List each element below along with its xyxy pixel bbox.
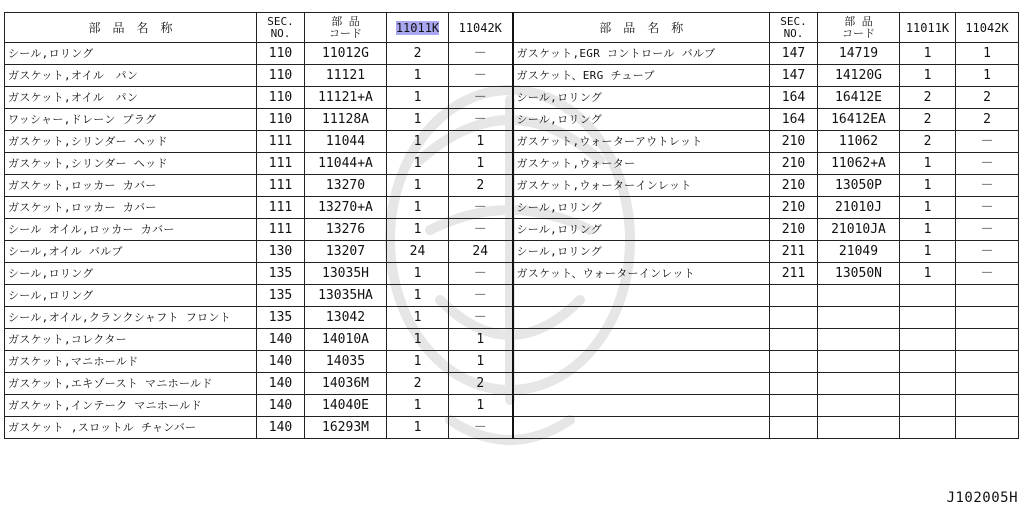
right-name-cell: ガスケット,ウォーターアウトレット: [513, 131, 770, 153]
left-q1-cell: 1: [387, 175, 449, 197]
table-row: [5, 395, 1019, 417]
left-sec-cell: 140: [257, 417, 305, 439]
right-q2-cell: [956, 351, 1019, 373]
right-q1-cell: 1: [900, 65, 956, 87]
left-q2-cell: 2: [449, 175, 513, 197]
header-sec-no-right: SEC. NO.: [770, 13, 818, 43]
left-code-cell: 13035HA: [305, 285, 387, 307]
right-sec-cell: 211: [770, 263, 818, 285]
table-row: [5, 307, 1019, 329]
left-sec-cell: 111: [257, 197, 305, 219]
right-name-cell: ガスケット,ウォーターインレット: [513, 175, 770, 197]
right-q1-cell: 2: [900, 109, 956, 131]
table-row: [5, 329, 1019, 351]
header-model-11042k: 11042K: [449, 13, 513, 43]
right-q1-cell: [900, 417, 956, 439]
left-name-cell: ガスケット,エキゾースト マニホールド: [5, 373, 257, 395]
left-q1-cell: 1: [387, 65, 449, 87]
left-q2-cell: －: [449, 263, 513, 285]
left-code-cell: 11121: [305, 65, 387, 87]
right-q1-cell: 1: [900, 241, 956, 263]
right-sec-cell: [770, 373, 818, 395]
right-q1-cell: 1: [900, 219, 956, 241]
left-name-cell: ワッシャー,ドレーン プラグ: [5, 109, 257, 131]
right-q1-cell: 1: [900, 175, 956, 197]
left-q1-cell: 1: [387, 197, 449, 219]
left-sec-cell: 140: [257, 373, 305, 395]
right-q1-cell: [900, 351, 956, 373]
left-q1-cell: 1: [387, 153, 449, 175]
left-q1-cell: 2: [387, 373, 449, 395]
table-row: [5, 351, 1019, 373]
right-sec-cell: 210: [770, 197, 818, 219]
right-sec-cell: 210: [770, 131, 818, 153]
left-sec-cell: 130: [257, 241, 305, 263]
right-code-cell: [818, 329, 900, 351]
right-q2-cell: [956, 417, 1019, 439]
right-name-cell: ガスケット,ウォーター: [513, 153, 770, 175]
right-q1-cell: [900, 307, 956, 329]
left-name-cell: ガスケット,シリンダー ヘッド: [5, 131, 257, 153]
table-row: [5, 43, 1019, 65]
left-code-cell: 14010A: [305, 329, 387, 351]
left-q2-cell: 1: [449, 351, 513, 373]
left-code-cell: 14040E: [305, 395, 387, 417]
right-code-cell: 13050P: [818, 175, 900, 197]
header-part-code: 部 品 コード: [305, 13, 387, 43]
table-row: [5, 241, 1019, 263]
right-sec-cell: 210: [770, 175, 818, 197]
table-row: [5, 109, 1019, 131]
left-q1-cell: 24: [387, 241, 449, 263]
right-name-cell: シール,ロリング: [513, 109, 770, 131]
right-name-cell: ガスケット、ウォーターインレット: [513, 263, 770, 285]
header-model-11011k: 11011K: [387, 13, 449, 43]
right-name-cell: [513, 351, 770, 373]
parts-table: [4, 12, 1019, 439]
left-name-cell: ガスケット,インテーク マニホールド: [5, 395, 257, 417]
right-q2-cell: －: [956, 241, 1019, 263]
right-code-cell: [818, 395, 900, 417]
left-q1-cell: 2: [387, 43, 449, 65]
right-q2-cell: [956, 307, 1019, 329]
left-sec-cell: 111: [257, 131, 305, 153]
left-q2-cell: －: [449, 197, 513, 219]
document-id: J102005H: [946, 490, 1018, 506]
right-code-cell: [818, 285, 900, 307]
right-q2-cell: [956, 285, 1019, 307]
table-row: [5, 219, 1019, 241]
left-sec-cell: 140: [257, 329, 305, 351]
header-model-11042k-right: 11042K: [956, 13, 1019, 43]
left-name-cell: シール,オイル バルブ: [5, 241, 257, 263]
left-name-cell: シール オイル,ロッカー カバー: [5, 219, 257, 241]
header-part-code-right: 部 品 コード: [818, 13, 900, 43]
left-q2-cell: 1: [449, 395, 513, 417]
right-sec-cell: 211: [770, 241, 818, 263]
left-name-cell: ガスケット,オイル パン: [5, 87, 257, 109]
right-sec-cell: [770, 395, 818, 417]
right-q2-cell: 1: [956, 65, 1019, 87]
right-q2-cell: －: [956, 153, 1019, 175]
left-sec-cell: 110: [257, 65, 305, 87]
left-sec-cell: 140: [257, 351, 305, 373]
left-q2-cell: －: [449, 219, 513, 241]
left-q1-cell: 1: [387, 395, 449, 417]
right-code-cell: 14120G: [818, 65, 900, 87]
left-code-cell: 13270: [305, 175, 387, 197]
right-sec-cell: [770, 351, 818, 373]
right-sec-cell: [770, 285, 818, 307]
right-name-cell: [513, 417, 770, 439]
left-q2-cell: －: [449, 87, 513, 109]
right-code-cell: 14719: [818, 43, 900, 65]
left-name-cell: シール,オイル,クランクシャフト フロント: [5, 307, 257, 329]
right-code-cell: 21010J: [818, 197, 900, 219]
right-code-cell: 11062: [818, 131, 900, 153]
right-q2-cell: －: [956, 197, 1019, 219]
right-name-cell: [513, 395, 770, 417]
right-sec-cell: 147: [770, 43, 818, 65]
right-q2-cell: [956, 329, 1019, 351]
right-code-cell: 21010JA: [818, 219, 900, 241]
left-code-cell: 11121+A: [305, 87, 387, 109]
left-q2-cell: －: [449, 43, 513, 65]
left-sec-cell: 140: [257, 395, 305, 417]
table-row: [5, 87, 1019, 109]
right-name-cell: ガスケット,EGR コントロール バルブ: [513, 43, 770, 65]
left-code-cell: 16293M: [305, 417, 387, 439]
right-name-cell: シール,ロリング: [513, 87, 770, 109]
left-q1-cell: 1: [387, 109, 449, 131]
right-q1-cell: 2: [900, 131, 956, 153]
left-name-cell: シール,ロリング: [5, 43, 257, 65]
left-name-cell: ガスケット,ロッカー カバー: [5, 175, 257, 197]
left-q1-cell: 1: [387, 307, 449, 329]
right-name-cell: シール,ロリング: [513, 241, 770, 263]
left-sec-cell: 111: [257, 153, 305, 175]
left-code-cell: 13042: [305, 307, 387, 329]
table-row: [5, 175, 1019, 197]
left-q1-cell: 1: [387, 285, 449, 307]
right-sec-cell: 164: [770, 87, 818, 109]
left-q2-cell: 1: [449, 131, 513, 153]
right-q1-cell: [900, 373, 956, 395]
right-q1-cell: 2: [900, 87, 956, 109]
right-code-cell: [818, 351, 900, 373]
right-name-cell: シール,ロリング: [513, 219, 770, 241]
header-model-11011k-right: 11011K: [900, 13, 956, 43]
right-q1-cell: 1: [900, 153, 956, 175]
right-sec-cell: 147: [770, 65, 818, 87]
table-row: [5, 153, 1019, 175]
right-q1-cell: 1: [900, 43, 956, 65]
right-sec-cell: [770, 329, 818, 351]
left-q2-cell: 1: [449, 153, 513, 175]
left-q1-cell: 1: [387, 131, 449, 153]
left-q2-cell: －: [449, 307, 513, 329]
right-code-cell: [818, 417, 900, 439]
table-row: [5, 131, 1019, 153]
left-q2-cell: －: [449, 285, 513, 307]
right-q2-cell: [956, 395, 1019, 417]
left-code-cell: 14035: [305, 351, 387, 373]
right-code-cell: 11062+A: [818, 153, 900, 175]
right-code-cell: 13050N: [818, 263, 900, 285]
left-q2-cell: －: [449, 65, 513, 87]
right-q1-cell: [900, 329, 956, 351]
right-sec-cell: [770, 307, 818, 329]
table-row: [5, 373, 1019, 395]
left-sec-cell: 135: [257, 285, 305, 307]
right-q2-cell: －: [956, 175, 1019, 197]
right-q2-cell: －: [956, 219, 1019, 241]
left-sec-cell: 111: [257, 219, 305, 241]
right-code-cell: [818, 307, 900, 329]
left-sec-cell: 111: [257, 175, 305, 197]
left-name-cell: ガスケット,マニホールド: [5, 351, 257, 373]
left-q2-cell: 24: [449, 241, 513, 263]
left-sec-cell: 135: [257, 307, 305, 329]
right-q2-cell: －: [956, 131, 1019, 153]
right-name-cell: ガスケット、ERG チューブ: [513, 65, 770, 87]
table-row: [5, 263, 1019, 285]
right-code-cell: [818, 373, 900, 395]
right-q1-cell: 1: [900, 197, 956, 219]
left-q2-cell: －: [449, 417, 513, 439]
left-code-cell: 11044: [305, 131, 387, 153]
right-name-cell: シール,ロリング: [513, 197, 770, 219]
right-sec-cell: 210: [770, 219, 818, 241]
header-part-name: 部 品 名 称: [5, 13, 257, 43]
left-q2-cell: －: [449, 109, 513, 131]
right-q1-cell: 1: [900, 263, 956, 285]
left-code-cell: 11128A: [305, 109, 387, 131]
right-name-cell: [513, 285, 770, 307]
right-sec-cell: [770, 417, 818, 439]
left-name-cell: ガスケット,シリンダー ヘッド: [5, 153, 257, 175]
left-q2-cell: 1: [449, 329, 513, 351]
left-code-cell: 13035H: [305, 263, 387, 285]
left-code-cell: 13270+A: [305, 197, 387, 219]
table-row: [5, 197, 1019, 219]
right-sec-cell: 164: [770, 109, 818, 131]
left-q1-cell: 1: [387, 351, 449, 373]
right-q2-cell: 2: [956, 87, 1019, 109]
left-name-cell: ガスケット,ロッカー カバー: [5, 197, 257, 219]
right-sec-cell: 210: [770, 153, 818, 175]
right-name-cell: [513, 329, 770, 351]
left-q1-cell: 1: [387, 263, 449, 285]
left-name-cell: シール,ロリング: [5, 263, 257, 285]
left-name-cell: シール,ロリング: [5, 285, 257, 307]
header-part-name-right: 部 品 名 称: [513, 13, 770, 43]
table-header-row: [5, 13, 1019, 43]
header-sec-no: SEC. NO.: [257, 13, 305, 43]
left-q1-cell: 1: [387, 87, 449, 109]
right-code-cell: 16412E: [818, 87, 900, 109]
right-q2-cell: －: [956, 263, 1019, 285]
left-q1-cell: 1: [387, 417, 449, 439]
left-sec-cell: 110: [257, 109, 305, 131]
left-q1-cell: 1: [387, 219, 449, 241]
left-code-cell: 14036M: [305, 373, 387, 395]
right-name-cell: [513, 307, 770, 329]
left-code-cell: 13207: [305, 241, 387, 263]
left-sec-cell: 110: [257, 43, 305, 65]
right-code-cell: 21049: [818, 241, 900, 263]
right-name-cell: [513, 373, 770, 395]
right-q2-cell: 2: [956, 109, 1019, 131]
left-name-cell: ガスケット,オイル パン: [5, 65, 257, 87]
table-row: [5, 285, 1019, 307]
right-q1-cell: [900, 395, 956, 417]
left-code-cell: 11012G: [305, 43, 387, 65]
left-code-cell: 11044+A: [305, 153, 387, 175]
left-code-cell: 13276: [305, 219, 387, 241]
left-q1-cell: 1: [387, 329, 449, 351]
left-name-cell: ガスケット ,スロットル チャンバー: [5, 417, 257, 439]
table-row: [5, 417, 1019, 439]
right-q2-cell: 1: [956, 43, 1019, 65]
left-name-cell: ガスケット,コレクター: [5, 329, 257, 351]
right-q2-cell: [956, 373, 1019, 395]
left-sec-cell: 110: [257, 87, 305, 109]
left-q2-cell: 2: [449, 373, 513, 395]
right-q1-cell: [900, 285, 956, 307]
left-sec-cell: 135: [257, 263, 305, 285]
right-code-cell: 16412EA: [818, 109, 900, 131]
table-row: [5, 65, 1019, 87]
